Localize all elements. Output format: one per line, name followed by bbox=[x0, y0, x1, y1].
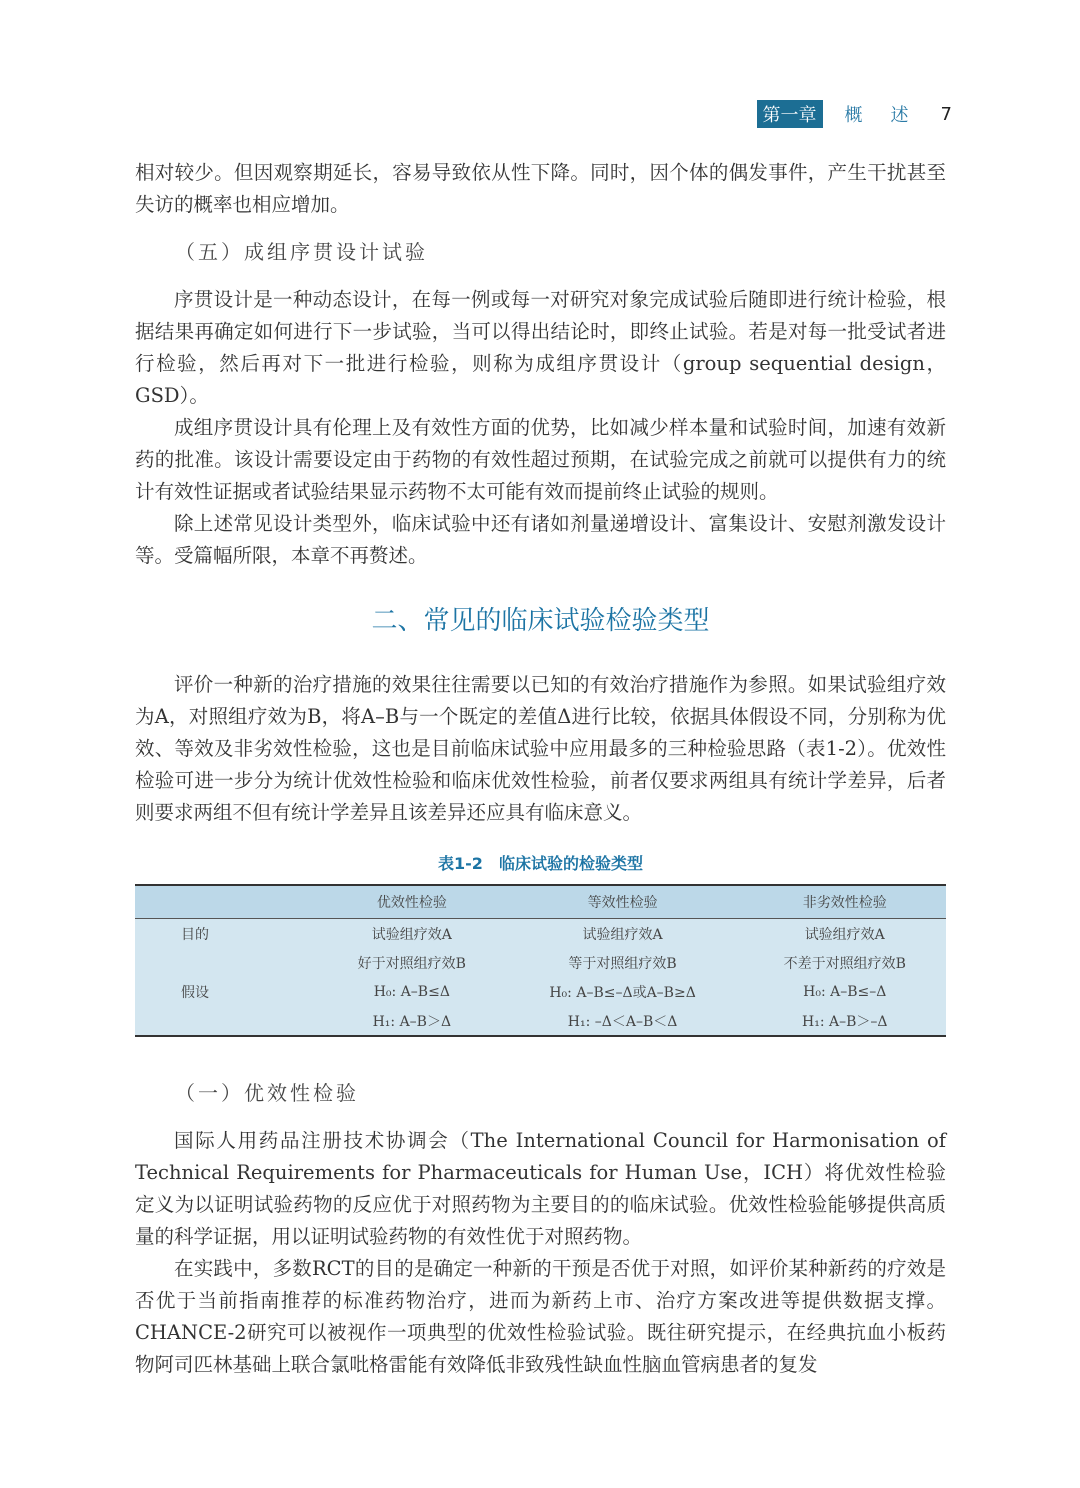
cell: H₀: A–B≤Δ bbox=[373, 983, 450, 1000]
paragraph: 在实践中，多数RCT的目的是确定一种新的干预是否优于对照，如评价某种新药的疗效是否优于当前指南推荐的标准药物治疗，进而为新药上市、治疗方案改进等提供数据支撑。CHANCE-2研究可以被视作一项典型的优效性检验试验。既往研究提示，在经典抗血小板药物阿司匹林基础上联合氯吡格雷能有效降低非致残性缺血性脑血管病患者的复发 bbox=[135, 1257, 946, 1376]
cell: H₁: A–B＞–Δ bbox=[802, 1013, 888, 1030]
table-row bbox=[135, 919, 946, 949]
body-text bbox=[135, 157, 946, 1381]
subheading: （一）优效性检验 bbox=[175, 1081, 359, 1105]
cell: H₀: A–B≤–Δ或A–B≥Δ bbox=[549, 984, 696, 1001]
header-cell: 非劣效性检验 bbox=[744, 885, 947, 919]
table-row bbox=[135, 948, 946, 977]
paragraph: 除上述常见设计类型外，临床试验中还有诸如剂量递增设计、富集设计、安慰剂激发设计等。受篇幅所限，本章不再赘述。 bbox=[135, 512, 946, 567]
table-caption: 表1-2 临床试验的检验类型 bbox=[438, 854, 643, 873]
cell: H₀: A–B≤–Δ bbox=[803, 983, 887, 1000]
cell: 试验组疗效A bbox=[804, 926, 885, 943]
header-cell: 优效性检验 bbox=[322, 885, 502, 919]
paragraph: 相对较少。但因观察期延长，容易导致依从性下降。同时，因个体的偶发事件，产生干扰甚至失访的概率也相应增加。 bbox=[135, 161, 946, 216]
table-row bbox=[135, 977, 946, 1006]
section-heading: 二、常见的临床试验检验类型 bbox=[371, 606, 710, 636]
cell: H₁: A–B＞Δ bbox=[372, 1013, 452, 1030]
cell: 试验组疗效A bbox=[371, 926, 452, 943]
page-number: 7 bbox=[940, 103, 952, 125]
paragraph: 评价一种新的治疗措施的效果往往需要以已知的有效治疗措施作为参照。如果试验组疗效为A，对照组疗效为B，将A–B与一个既定的差值Δ进行比较，依据具体假设不同，分别称为优效、等效及非劣效性检验，这也是目前临床试验中应用最多的三种检验思路（表1-2）。优效性检验可进一步分为统计优效性检验和临床优效性检验，前者仅要求两组具有统计学差异，后者则要求两组不但有统计学差异且该差异还应具有临床意义。 bbox=[135, 673, 946, 824]
running-header bbox=[757, 100, 952, 128]
cell: H₁: –Δ＜A–B＜Δ bbox=[567, 1013, 678, 1030]
subheading: （五）成组序贯设计试验 bbox=[175, 240, 428, 264]
cell bbox=[135, 1006, 322, 1036]
cell: 假设 bbox=[181, 984, 209, 1001]
cell: 好于对照组疗效B bbox=[357, 955, 466, 972]
paragraph: 成组序贯设计具有伦理上及有效性方面的优势，比如减少样本量和试验时间，加速有效新药的批准。该设计需要设定由于药物的有效性超过预期，在试验完成之前就可以提供有力的统计有效性证据或者试验结果显示药物不太可能有效而提前终止试验的规则。 bbox=[135, 416, 946, 503]
cell: 不差于对照组疗效B bbox=[783, 955, 906, 972]
paragraph: 国际人用药品注册技术协调会（The International Council for Harmonisation of Technical Requirements for Pharmaceuticals for Human Use，ICH）将优效性检验定义为以证明试验药物的反应优于对照药物为主要目的的临床试验。优效性检验能够提供高质量的科学证据，用以证明试验药物的有效性优于对照药物。 bbox=[135, 1129, 946, 1248]
chapter-title-2: 述 bbox=[890, 105, 909, 126]
header-cell: 等效性检验 bbox=[502, 885, 744, 919]
cell bbox=[135, 948, 322, 977]
header-cell bbox=[135, 885, 322, 919]
chapter-label: 第一章 bbox=[757, 100, 823, 128]
cell: 目的 bbox=[181, 926, 209, 943]
test-types-table bbox=[135, 884, 946, 1037]
cell: 等于对照组疗效B bbox=[568, 955, 677, 972]
chapter-title-1: 概 bbox=[844, 105, 863, 126]
table-header-row bbox=[135, 885, 946, 919]
cell: 试验组疗效A bbox=[582, 926, 663, 943]
table-row bbox=[135, 1006, 946, 1036]
paragraph: 序贯设计是一种动态设计，在每一例或每一对研究对象完成试验后随即进行统计检验，根据结果再确定如何进行下一步试验，当可以得出结论时，即终止试验。若是对每一批受试者进行检验，然后再对下一批进行检验，则称为成组序贯设计（group sequential design，GSD）。 bbox=[135, 288, 946, 407]
